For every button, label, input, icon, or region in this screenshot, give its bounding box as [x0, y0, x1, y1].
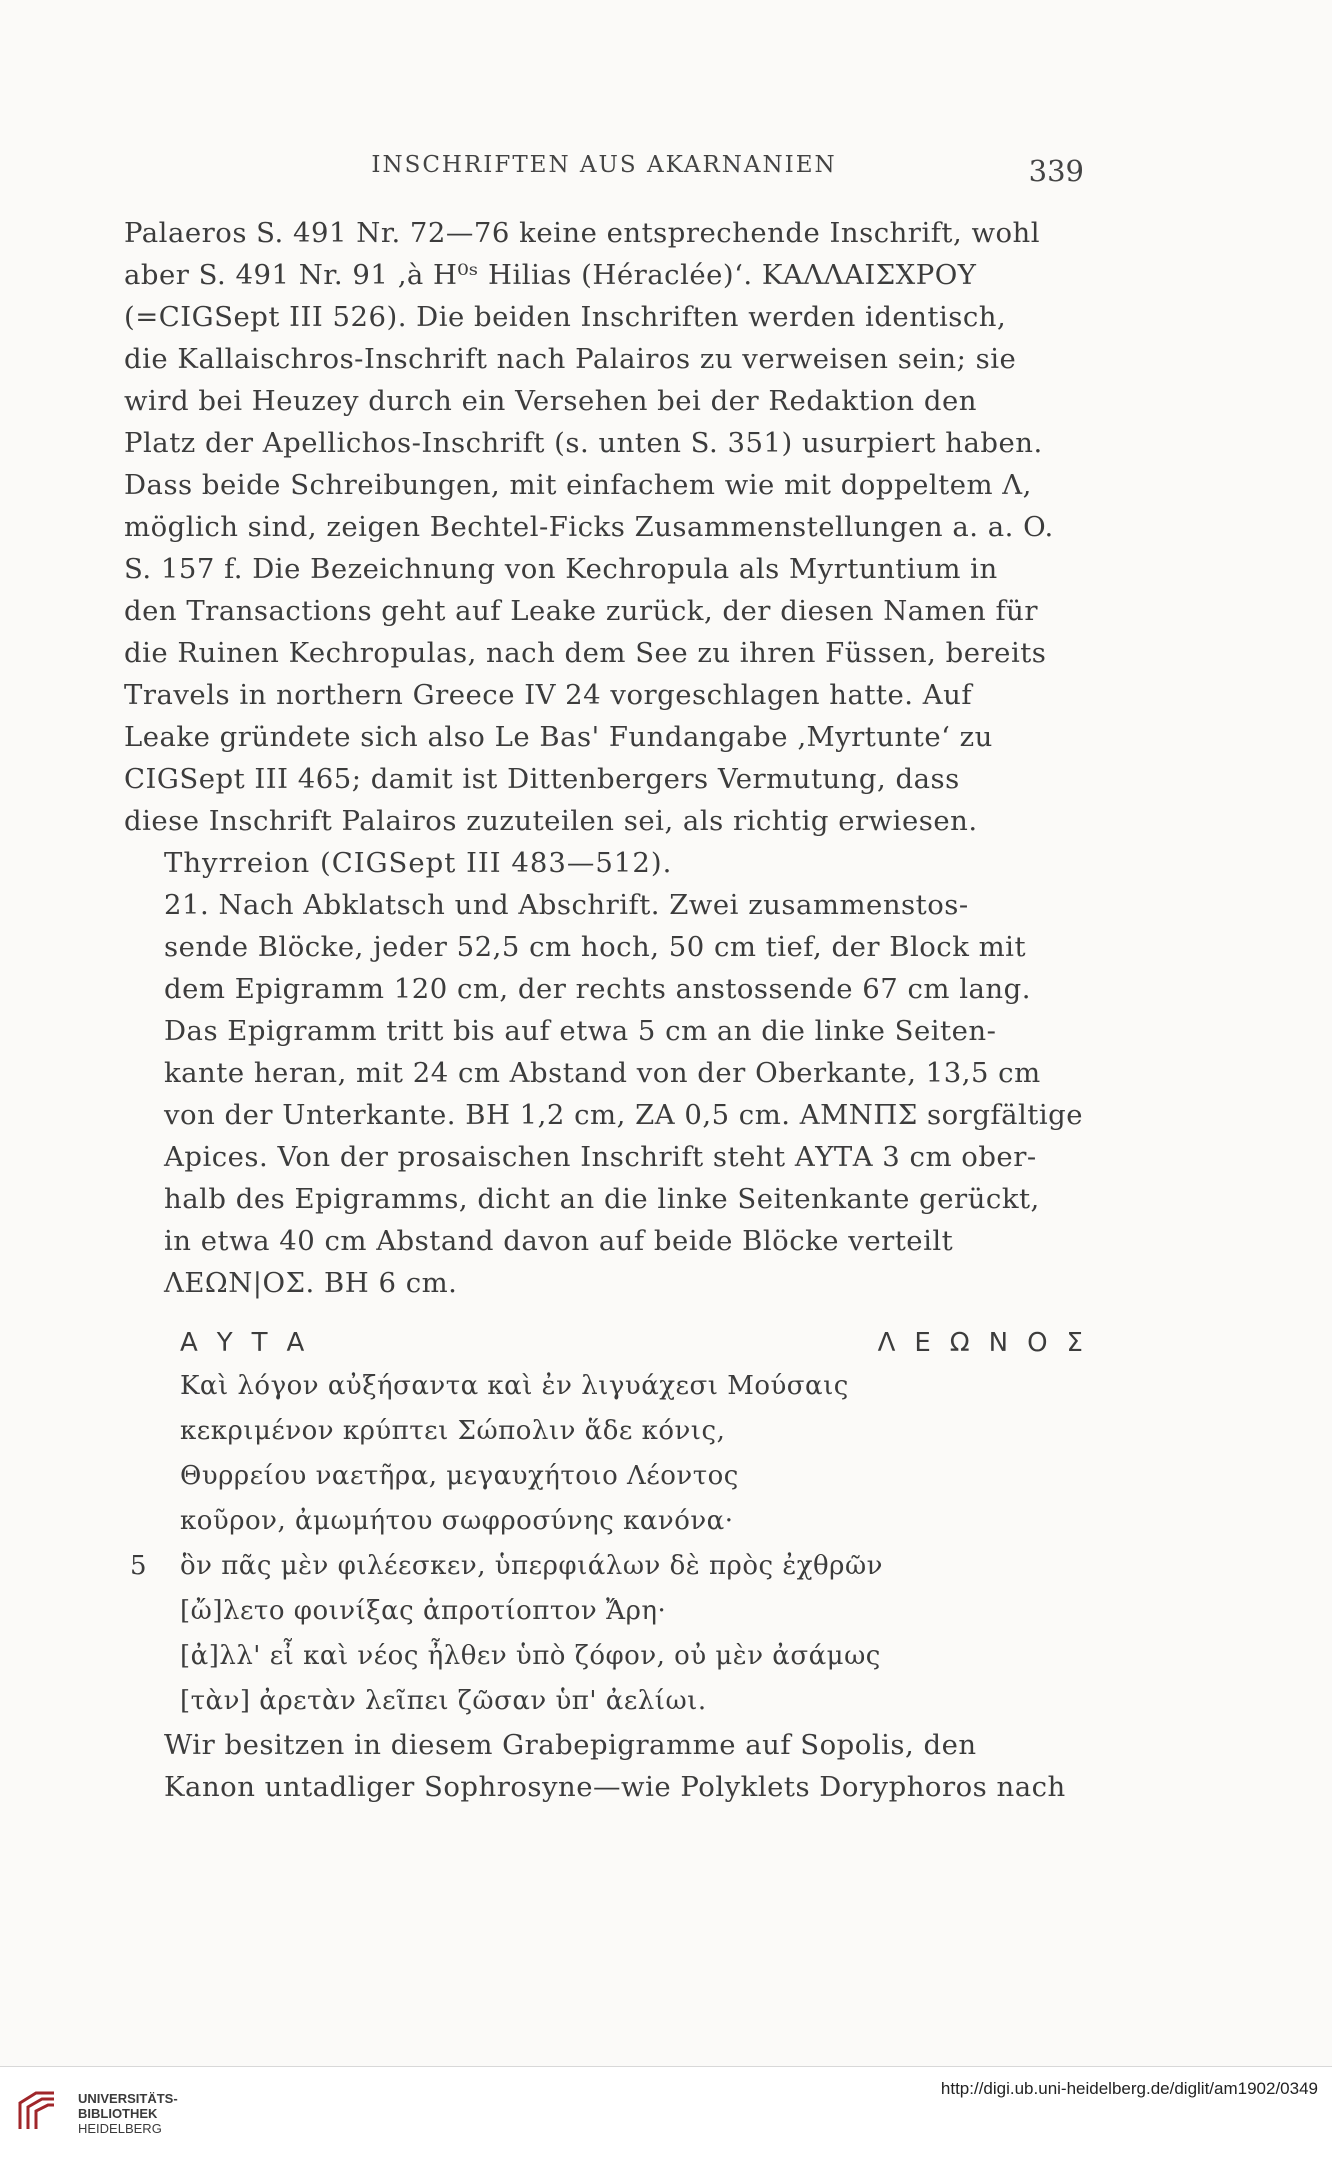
text-line: ΛΕΩΝ|ΟΣ. BH 6 cm.: [164, 1267, 458, 1299]
verse-line: [124, 1499, 1084, 1544]
library-name-line: UNIVERSITÄTS-: [78, 2091, 178, 2106]
source-url-link[interactable]: http://digi.ub.uni-heidelberg.de/diglit/am1902/0349: [940, 2079, 1318, 2098]
verse-line: [124, 1589, 1084, 1634]
inscription-right-word: ΛΕΩΝΟΣ: [877, 1328, 1102, 1358]
paragraph-palaeros: [124, 212, 1084, 842]
library-name: [78, 2091, 178, 2136]
inscription-heading: [124, 1316, 1102, 1360]
verse-number: 5: [130, 1551, 148, 1581]
text-line: Dass beide Schreibungen, mit einfachem wie mit doppeltem Λ,: [124, 469, 1032, 501]
text-line: kante heran, mit 24 cm Abstand von der Oberkante, 13,5 cm: [164, 1057, 1041, 1089]
library-name-line: HEIDELBERG: [78, 2121, 162, 2136]
text-line: CIGSept III 465; damit ist Dittenbergers Vermutung, dass: [124, 763, 960, 795]
text-line: diese Inschrift Palairos zuzuteilen sei, als richtig erwiesen.: [124, 805, 978, 837]
library-name-line: BIBLIOTHEK: [78, 2106, 158, 2121]
verse-text: [τὰν] ἀρετὰν λεῖπει ζῶσαν ὑπ' ἀελίωι.: [180, 1686, 707, 1716]
text-line: Apices. Von der prosaischen Inschrift steht ΑΥΤΑ 3 cm ober-: [164, 1141, 1037, 1173]
verse-line: [124, 1634, 1084, 1679]
verse-text: [ἀ]λλ' εἶ καὶ νέος ἦλθεν ὑπὸ ζόφον, οὐ μὲν ἀσάμως: [180, 1641, 881, 1671]
footer-bar: [0, 2066, 1332, 2160]
running-title: INSCHRIFTEN AUS AKARNANIEN: [371, 152, 837, 178]
inscription-left-word: ΑΥΤΑ: [180, 1328, 324, 1358]
text-line: den Transactions geht auf Leake zurück, der diesen Namen für: [124, 595, 1039, 627]
text-line: Leake gründete sich also Le Bas' Fundangabe ‚Myrtunte‘ zu: [124, 721, 993, 753]
verse-line: [124, 1679, 1084, 1724]
body-text: [124, 212, 1102, 1808]
text-line: S. 157 f. Die Bezeichnung von Kechropula als Myrtuntium in: [124, 553, 998, 585]
text-line: Thyrreion (CIGSept III 483—512).: [164, 847, 673, 879]
text-line: sende Blöcke, jeder 52,5 cm hoch, 50 cm tief, der Block mit: [164, 931, 1027, 963]
text-line: 21. Nach Abklatsch und Abschrift. Zwei zusammenstos-: [164, 889, 969, 921]
text-line: (=CIGSept III 526). Die beiden Inschriften werden identisch,: [124, 301, 1007, 333]
text-line: die Ruinen Kechropulas, nach dem See zu ihren Füssen, bereits: [124, 637, 1047, 669]
running-head: [124, 152, 1084, 192]
paragraph-entry-21: [124, 884, 1084, 1304]
text-line: dem Epigramm 120 cm, der rechts anstossende 67 cm lang.: [164, 973, 1031, 1005]
section-heading-thyrreion: [124, 842, 1084, 884]
paragraph-closing: [124, 1724, 1084, 1808]
text-line: Das Epigramm tritt bis auf etwa 5 cm an die linke Seiten-: [164, 1015, 997, 1047]
text-line: Wir besitzen in diesem Grabepigramme auf Sopolis, den: [164, 1729, 977, 1761]
verse-line: [124, 1544, 1084, 1589]
verse-text: κεκριμένον κρύπτει Σώπολιν ἅδε κόνις,: [180, 1416, 726, 1446]
text-line: aber S. 491 Nr. 91 ‚à H⁰ˢ Hilias (Héraclée)‘. ΚΑΛΛΑΙΣΧΡΟΥ: [124, 259, 977, 291]
verse-line: [124, 1364, 1084, 1409]
text-line: in etwa 40 cm Abstand davon auf beide Blöcke verteilt: [164, 1225, 954, 1257]
verse-text: Καὶ λόγον αὐξήσαντα καὶ ἐν λιγυάχεσι Μούσαις: [180, 1371, 849, 1401]
verse-line: [124, 1454, 1084, 1499]
text-line: die Kallaischros-Inschrift nach Palairos zu verweisen sein; sie: [124, 343, 1017, 375]
text-line: halb des Epigramms, dicht an die linke Seitenkante gerückt,: [164, 1183, 1040, 1215]
text-line: Platz der Apellichos-Inschrift (s. unten S. 351) usurpiert haben.: [124, 427, 1043, 459]
library-logo-icon: [14, 2089, 60, 2135]
epigram-verses: [124, 1364, 1084, 1724]
page-number: 339: [1028, 154, 1084, 188]
verse-line: [124, 1409, 1084, 1454]
text-line: Travels in northern Greece IV 24 vorgeschlagen hatte. Auf: [124, 679, 972, 711]
verse-text: Θυρρείου ναετῆρα, μεγαυχήτοιο Λέοντος: [180, 1461, 739, 1491]
verse-text: κοῦρον, ἀμωμήτου σωφροσύνης κανόνα·: [180, 1506, 734, 1536]
text-line: möglich sind, zeigen Bechtel-Ficks Zusammenstellungen a. a. O.: [124, 511, 1054, 543]
text-line: Kanon untadliger Sophrosyne—wie Polyklets Doryphoros nach: [164, 1771, 1066, 1803]
verse-text: ὃν πᾶς μὲν φιλέεσκεν, ὑπερφιάλων δὲ πρὸς ἐχθρῶν: [180, 1551, 883, 1581]
text-line: Palaeros S. 491 Nr. 72—76 keine entsprechende Inschrift, wohl: [124, 217, 1041, 249]
text-line: wird bei Heuzey durch ein Versehen bei der Redaktion den: [124, 385, 977, 417]
text-line: von der Unterkante. BH 1,2 cm, ZA 0,5 cm. ΑΜΝΠΣ sorgfältige: [164, 1099, 1084, 1131]
verse-text: [ὤ]λετο φοινίξας ἀπροτίοπτον Ἄρη·: [180, 1596, 667, 1626]
